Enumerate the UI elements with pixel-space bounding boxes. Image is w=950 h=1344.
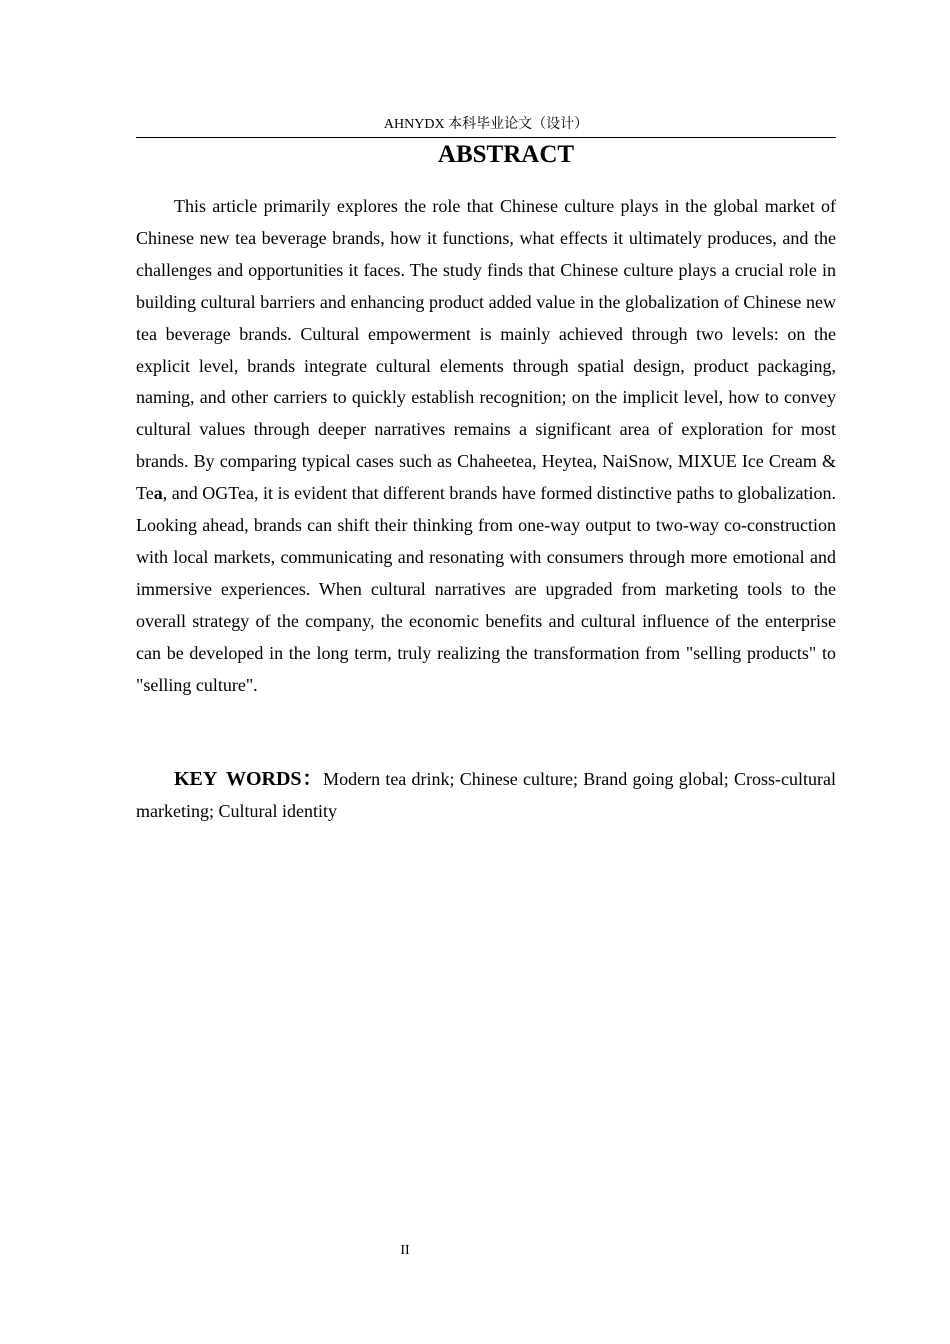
keywords-paragraph (136, 763, 836, 827)
abstract-body (136, 191, 836, 702)
abstract-title: ABSTRACT (437, 141, 575, 168)
keywords-label: KEY WORDS (174, 768, 302, 790)
abstract-body-text-end: , and OGTea, it is evident that different brands have formed distinctive paths to globalization. Looking ahead, brands can shift their thinking from one-way output to two-way co-construction with local markets, communicating and resonating with consumers through more emotional and immersive experiences. When cultural narratives are upgraded from marketing tools to the overall strategy of the company, the economic benefits and cultural influence of the enterprise can be developed in the long term, truly realizing the transformation from "selling products" to "selling culture". (136, 483, 836, 695)
keywords-separator: ： (301, 768, 324, 790)
keywords-text: Modern tea drink; Chinese culture; Brand going global; Cross-cultural marketing; Cultural identity (136, 769, 836, 821)
header-rule (136, 137, 836, 138)
abstract-body-bold-letter: a (153, 483, 163, 504)
running-header: AHNYDX 本科毕业论文（设计） (383, 117, 589, 132)
page-number: II (400, 1243, 410, 1258)
abstract-body-text-start: This article primarily explores the role that Chinese culture plays in the global market of Chinese new tea beverage brands, how it functions, what effects it ultimately produces, and the challenges and opportunities it faces. The study finds that Chinese culture plays a crucial role in building cultural barriers and enhancing product added value in the globalization of Chinese new tea beverage brands. Cultural empowerment is mainly achieved through two levels: on the explicit level, brands integrate cultural elements through spatial design, product packaging, naming, and other carriers to quickly establish recognition; on the implicit level, how to convey cultural values through deeper narratives remains a significant area of exploration for most brands. By comparing typical cases such as Chaheetea, Heytea, NaiSnow, MIXUE Ice Cream & Te (136, 196, 836, 504)
